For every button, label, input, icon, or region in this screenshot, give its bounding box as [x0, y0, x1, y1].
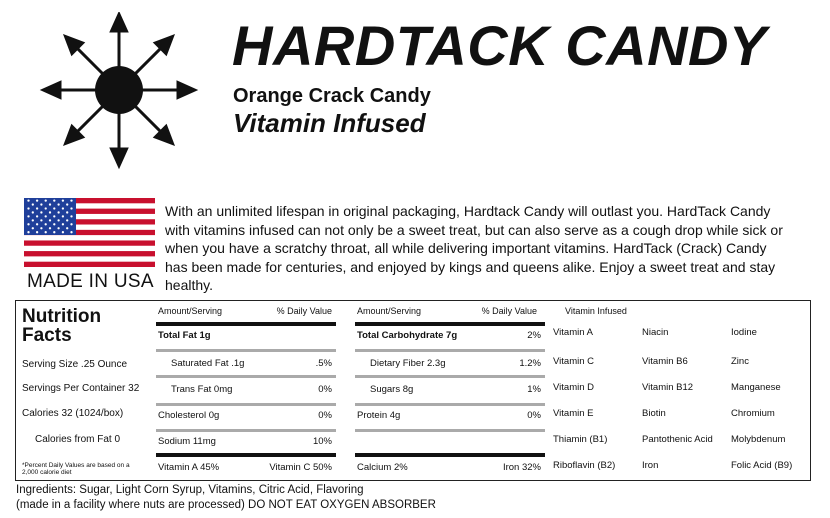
vitamin-item: Thiamin (B1) [553, 434, 608, 445]
divider [156, 429, 336, 432]
divider [156, 375, 336, 378]
vitamin-item: Iron [642, 460, 659, 471]
calories-from-fat: Calories from Fat 0 [35, 434, 121, 445]
serving-size: Serving Size .25 Ounce [22, 359, 128, 370]
vitamin-item: Vitamin B6 [642, 356, 688, 367]
vitamin-item: Riboflavin (B2) [553, 460, 616, 471]
nutrition-facts-title: Nutrition Facts [22, 306, 102, 346]
amount-serving-header: Amount/Serving [357, 306, 422, 316]
dietary-fiber: Dietary Fiber 2.3g [370, 358, 446, 369]
sodium-pct: 10% [312, 436, 332, 447]
total-fat: Total Fat 1g [158, 330, 211, 341]
dietary-fiber-pct: 1.2% [519, 358, 541, 369]
star-arrow-head [110, 148, 128, 168]
chaos-star-logo-icon [38, 12, 200, 172]
vitamin-item: Zinc [731, 356, 749, 367]
daily-value-header: % Daily Value [276, 306, 332, 316]
divider [156, 322, 336, 326]
vitamin-item: Vitamin C [553, 356, 595, 367]
allergen-warning: (made in a facility where nuts are processed) DO NOT EAT OXYGEN ABSORBER [16, 499, 436, 511]
daily-value-footnote: *Percent Daily Values are based on a 2,000 calorie diet [22, 462, 130, 476]
calcium-pct: Calcium 2% [357, 462, 408, 473]
divider [156, 349, 336, 352]
total-carbohydrate: Total Carbohydrate 7g [357, 330, 458, 341]
product-subtitle: Orange Crack Candy [233, 85, 431, 107]
divider [355, 322, 545, 326]
vitamin-c-pct: Vitamin C 50% [269, 462, 332, 473]
us-flag-icon [24, 198, 155, 267]
servings-per-container: Servings Per Container 32 [22, 383, 140, 394]
trans-fat: Trans Fat 0mg [171, 384, 233, 395]
sugars-pct: 1% [527, 384, 541, 395]
vitamin-infused-header: Vitamin Infused [565, 306, 627, 316]
divider [156, 453, 336, 457]
saturated-fat: Saturated Fat .1g [171, 358, 245, 369]
ingredients-list: Ingredients: Sugar, Light Corn Syrup, Vitamins, Citric Acid, Flavoring [16, 484, 364, 496]
vitamin-item: Biotin [642, 408, 666, 419]
divider [355, 375, 545, 378]
star-arrow-head [177, 81, 197, 99]
sugars: Sugars 8g [370, 384, 414, 395]
vitamin-item: Molybdenum [731, 434, 786, 445]
star-arrow-head [41, 81, 61, 99]
nutrient-column-right [355, 301, 545, 482]
vitamin-a-pct: Vitamin A 45% [158, 462, 220, 473]
protein-pct: 0% [527, 410, 541, 421]
divider [355, 349, 545, 352]
total-carbohydrate-pct: 2% [527, 330, 541, 341]
iron-pct: Iron 32% [502, 462, 541, 473]
made-in-usa-label: MADE IN USA [27, 271, 154, 292]
nutrient-column-left [156, 301, 336, 482]
ingredients [16, 483, 436, 513]
star-arrow-head [110, 12, 128, 32]
vitamin-item: Niacin [642, 327, 669, 338]
vitamin-item: Manganese [731, 382, 781, 393]
vitamin-item: Vitamin B12 [642, 382, 694, 393]
daily-value-header: % Daily Value [481, 306, 537, 316]
nutrition-facts-panel [15, 300, 811, 481]
cholesterol-pct: 0% [318, 410, 332, 421]
product-tagline: Vitamin Infused [233, 108, 426, 138]
vitamin-item: Vitamin D [553, 382, 595, 393]
vitamin-item: Iodine [731, 327, 757, 338]
divider [355, 403, 545, 406]
product-description: With an unlimited lifespan in original packaging, Hardtack Candy will outlast you. HardTack Candy with vitamins infused can not only be a sweet treat, but can also serve as a cough drop while sick or when you have a scratchy throat, all while delivering important vitamins. HardTack (Crack) Candy has been made for centuries, and enjoyed by kings and queens alike. Enjoy a sweet treat and stay healthy. [165, 203, 783, 293]
amount-serving-header: Amount/Serving [158, 306, 223, 316]
vitamin-item: Vitamin E [553, 408, 594, 419]
saturated-fat-pct: .5% [315, 358, 332, 369]
divider [156, 403, 336, 406]
divider [355, 453, 545, 457]
sodium: Sodium 11mg [158, 436, 216, 447]
divider [355, 429, 545, 432]
trans-fat-pct: 0% [318, 384, 332, 395]
vitamin-item: Vitamin A [553, 327, 593, 338]
calories: Calories 32 (1024/box) [22, 408, 124, 419]
protein: Protein 4g [357, 410, 401, 421]
vitamin-item: Folic Acid (B9) [731, 460, 793, 471]
vitamin-item: Chromium [731, 408, 775, 419]
brand-title: HARDTACK CANDY [232, 14, 767, 77]
vitamin-item: Pantothenic Acid [642, 434, 713, 445]
cholesterol: Cholesterol 0g [158, 410, 220, 421]
